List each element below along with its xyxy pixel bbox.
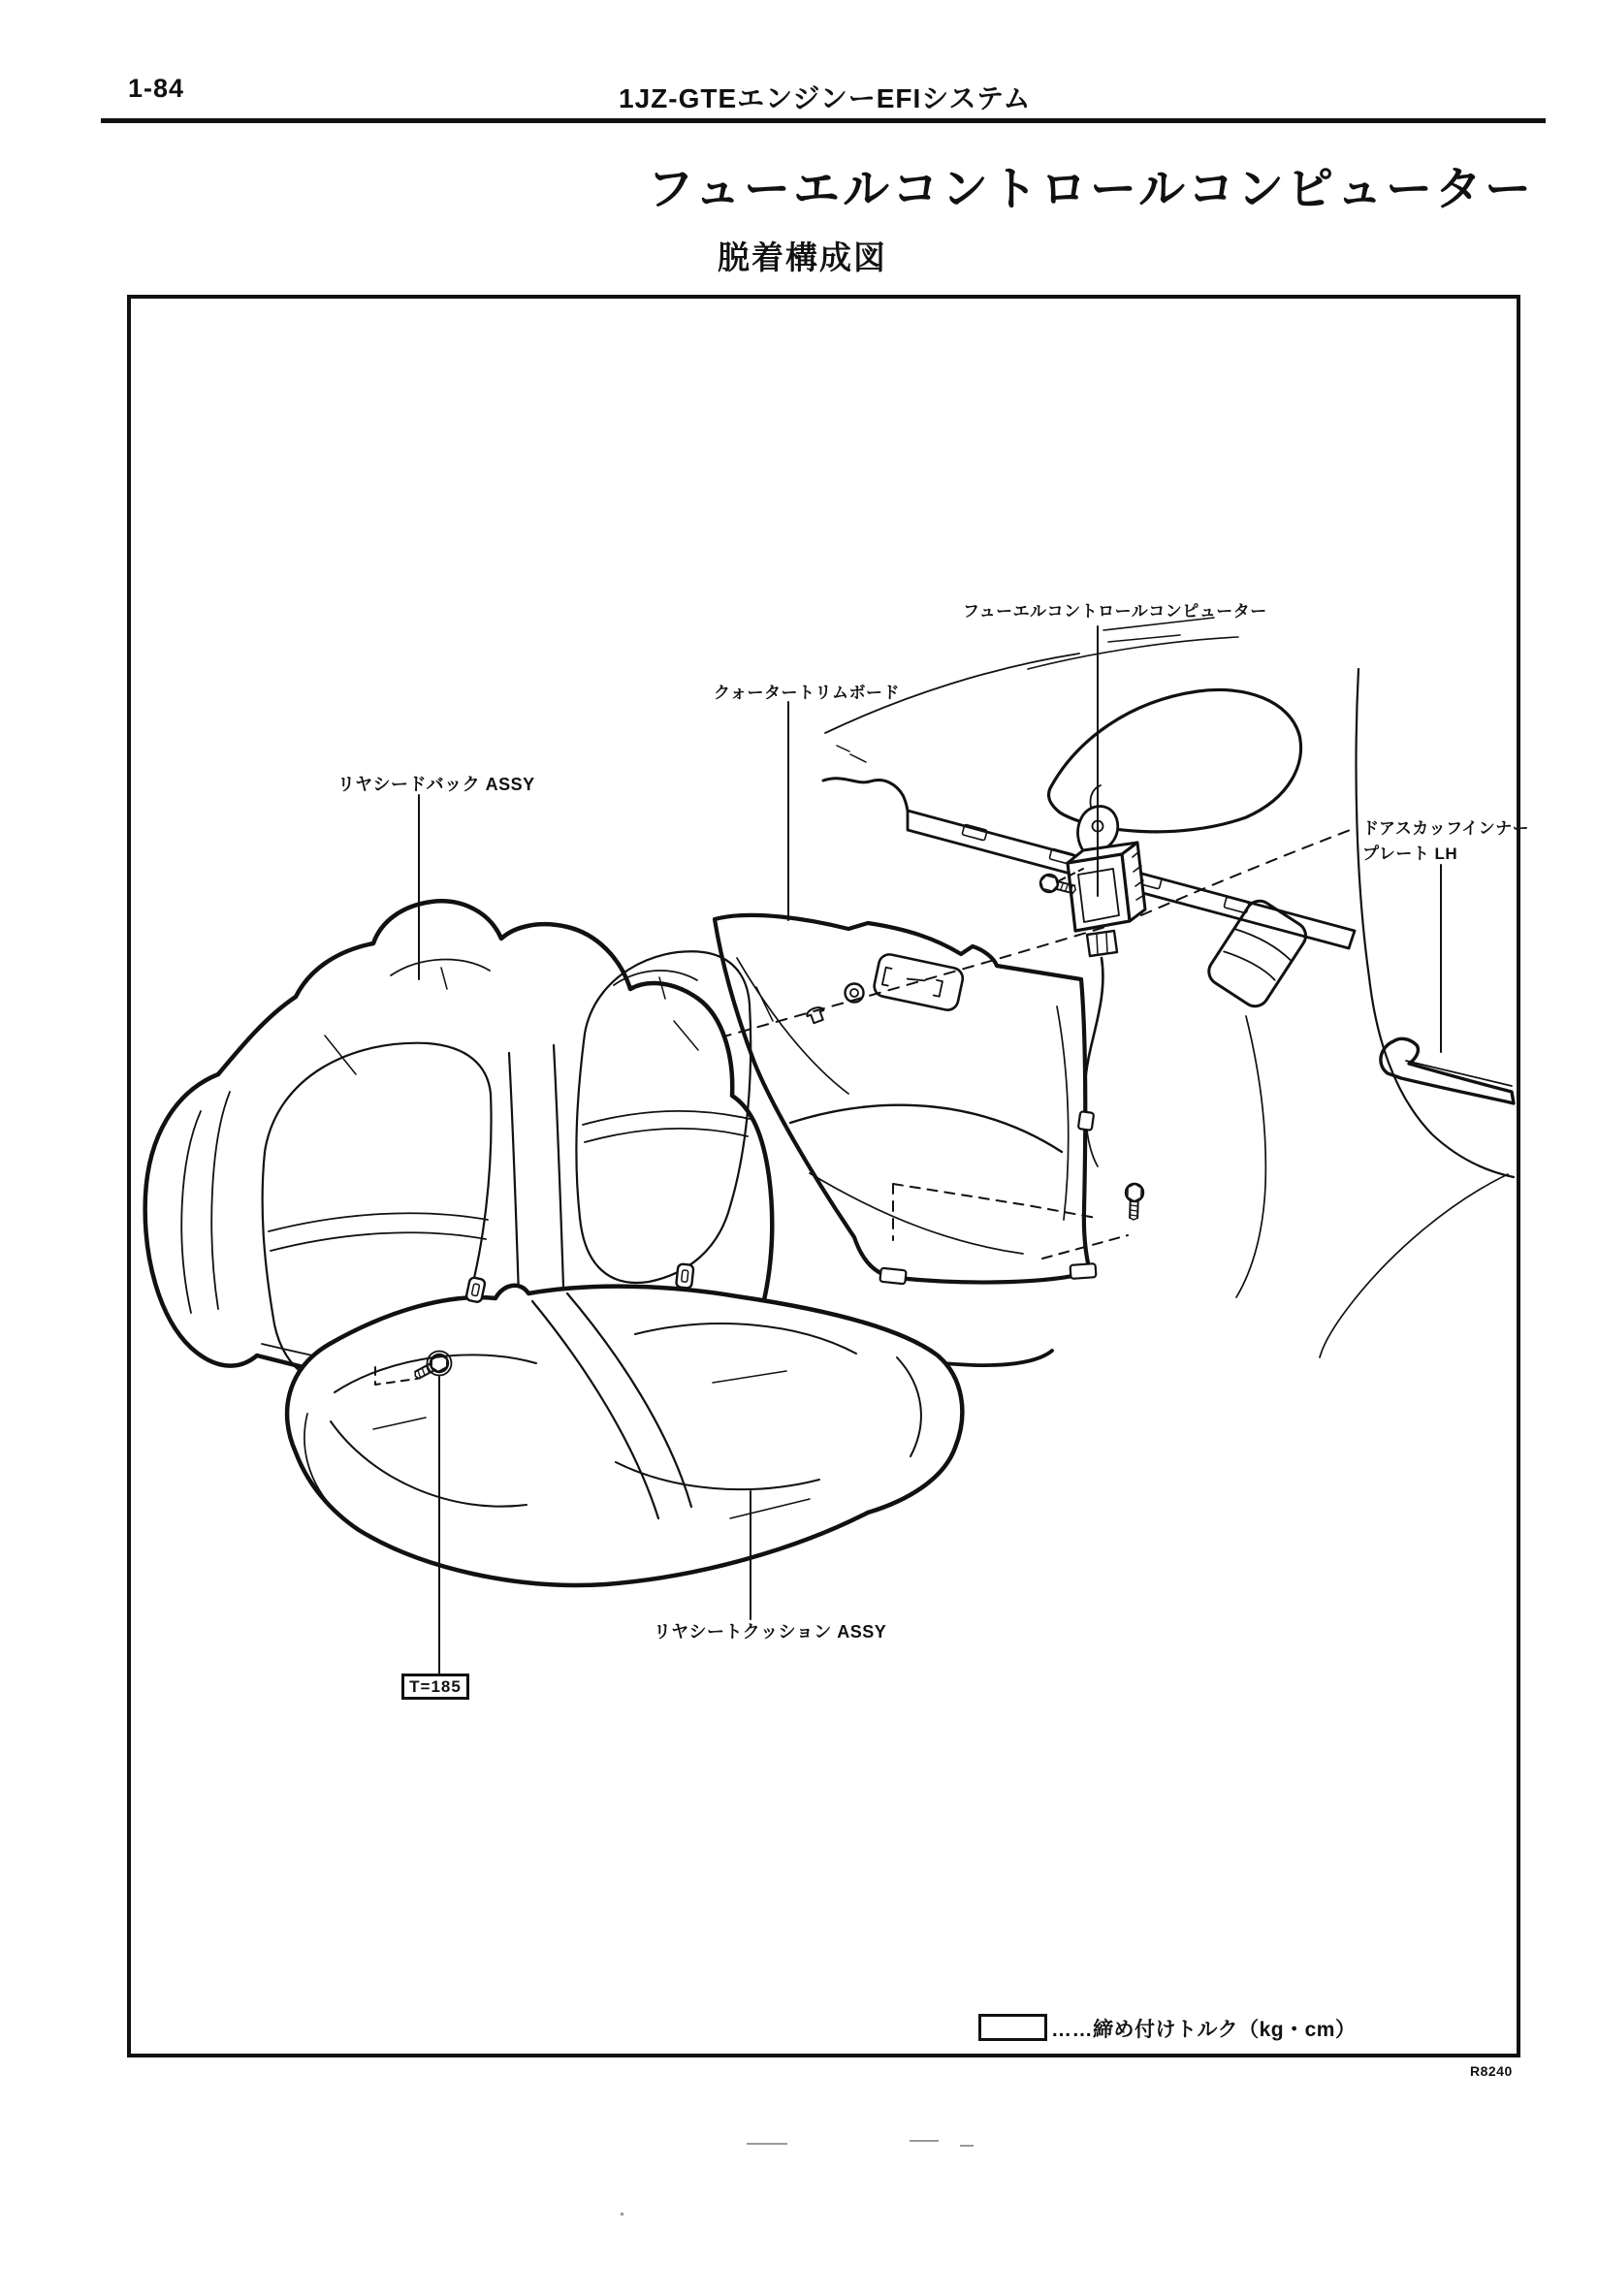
- header-rule: [101, 118, 1546, 123]
- torque-spec-box: T=185: [401, 1674, 469, 1700]
- scan-speck: [910, 2140, 939, 2142]
- scan-speck: [747, 2143, 787, 2145]
- header-title: 1JZ-GTEエンジンーEFIシステム: [619, 83, 1032, 113]
- torque-legend-text: ……締め付けトルク（kg・cm）: [1051, 2019, 1357, 2041]
- label-rear-seat-cushion: リヤシートクッション ASSY: [654, 1622, 887, 1642]
- torque-legend-box: [978, 2014, 1047, 2041]
- cushion-hook: [465, 1277, 486, 1303]
- quarter-trim-board: [715, 915, 1143, 1284]
- page-number: 1-84: [128, 74, 185, 103]
- screw: [1125, 1184, 1143, 1221]
- label-fuel-control-computer: フューエルコントロールコンピューター: [963, 602, 1267, 621]
- figure-code: R8240: [1470, 2063, 1513, 2079]
- label-door-scuff-plate-line2: プレート LH: [1362, 844, 1458, 863]
- cushion-hook: [676, 1263, 693, 1289]
- exploded-diagram-frame: [127, 295, 1530, 2057]
- label-quarter-trim-board: クォータートリムボード: [714, 684, 900, 702]
- door-scuff-plate: [1381, 1038, 1514, 1103]
- label-door-scuff-plate-line1: ドアスカッフインナー: [1362, 819, 1530, 838]
- exploded-diagram-illustration: [131, 299, 1517, 2054]
- computer-harness: [1085, 958, 1103, 1111]
- label-rear-seat-back: リヤシードバック ASSY: [337, 775, 535, 794]
- label-door-scuff-plate: [1362, 816, 1537, 866]
- section-subtitle: 脱着構成図: [718, 239, 887, 275]
- scan-speck: [960, 2145, 974, 2147]
- page-title: フューエルコントロールコンピューター: [647, 164, 1534, 215]
- scan-speck: [621, 2213, 623, 2216]
